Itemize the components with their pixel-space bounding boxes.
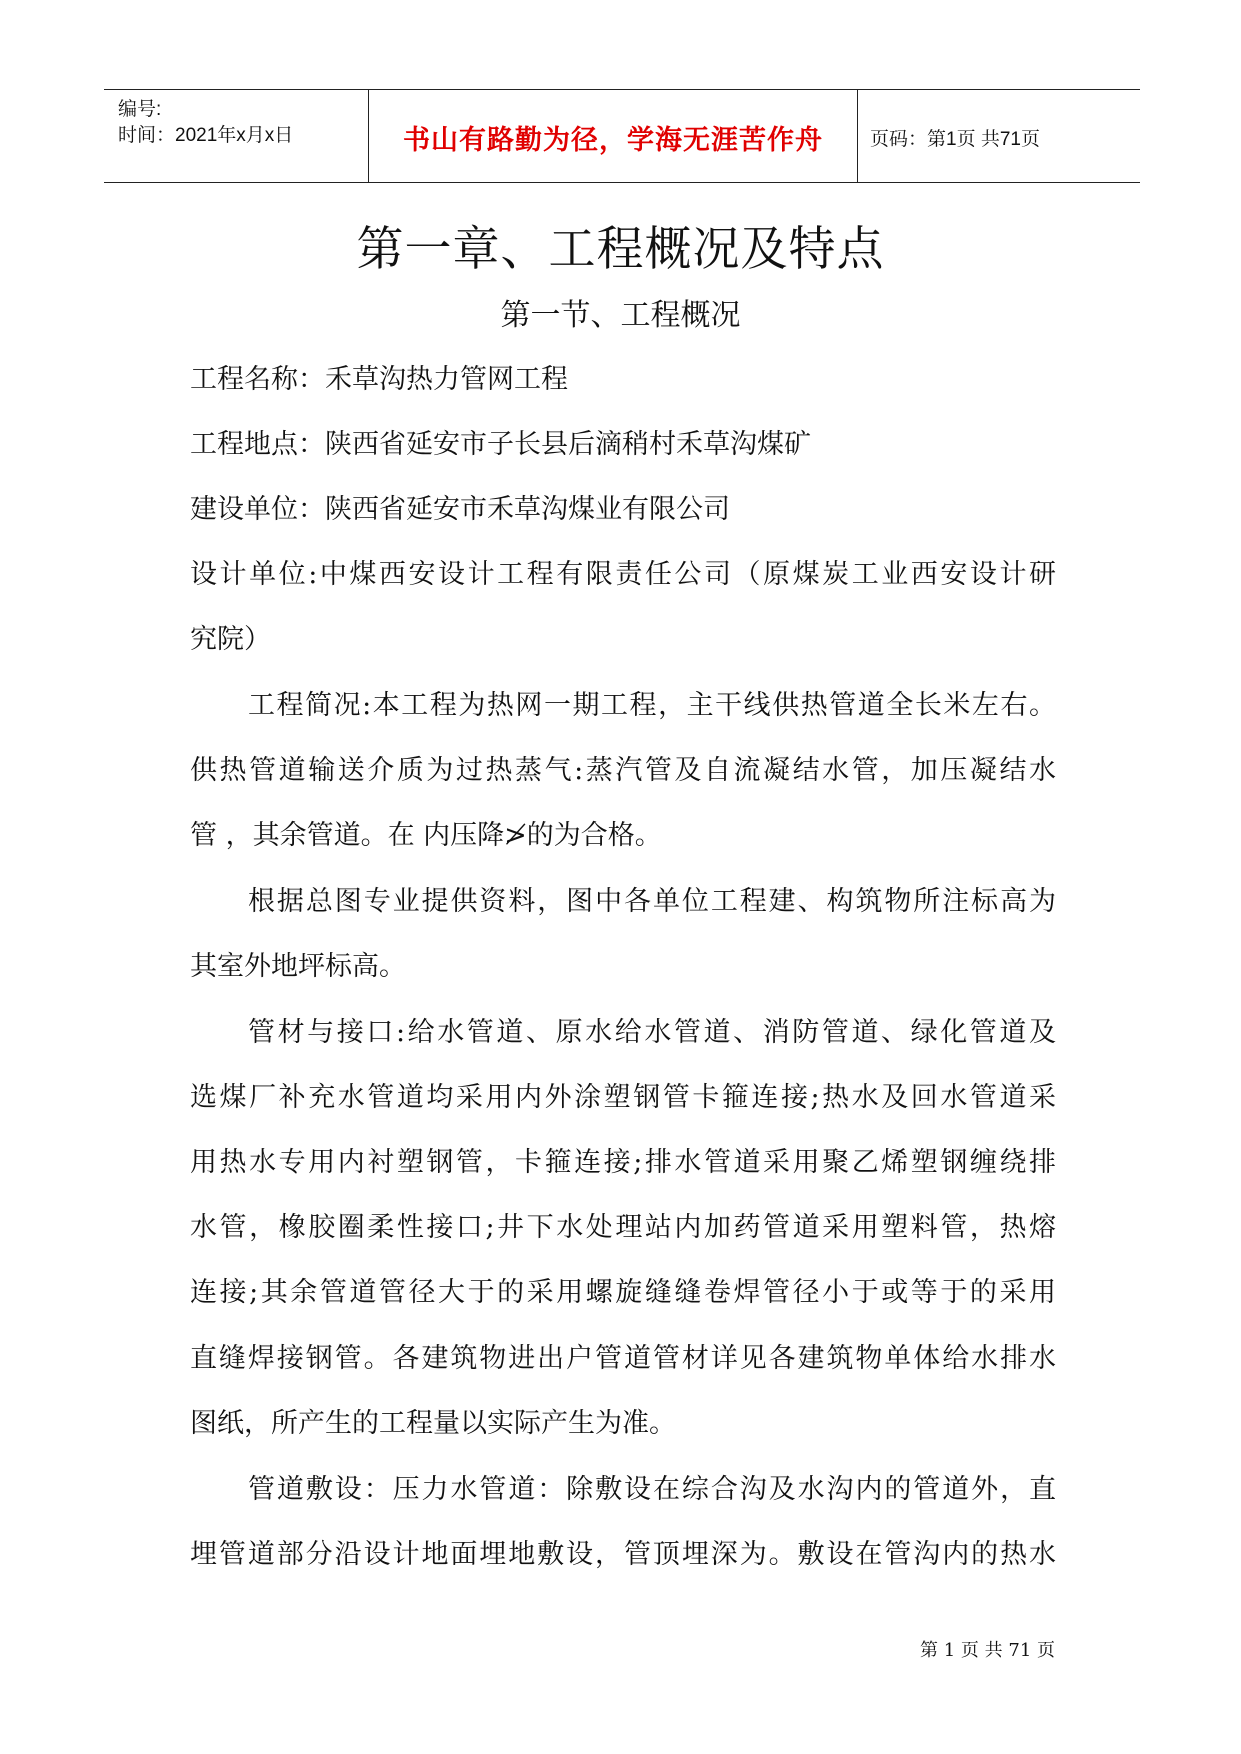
- paragraph-line: 根据总图专业提供资料，图中各单位工程建、构筑物所注标高为: [248, 886, 1056, 917]
- project-location: 工程地点：陕西省延安市子长县后滴稍村禾草沟煤矿: [190, 429, 811, 460]
- page-header: [104, 89, 1140, 183]
- document-time-label: 时间：2021年x月x日: [118, 125, 294, 146]
- page-footer: 第 1 页 共 71 页: [920, 1640, 1055, 1661]
- chapter-title: 第一章、工程概况及特点: [356, 222, 885, 277]
- paragraph-line: 水管，橡胶圈柔性接口;井下水处理站内加药管道采用塑料管，热熔: [190, 1212, 1056, 1243]
- section-title: 第一节、工程概况: [500, 298, 741, 333]
- header-left-cell: [104, 90, 368, 182]
- paragraph-line: 管材与接口:给水管道、原水给水管道、消防管道、绿化管道及: [248, 1017, 1056, 1048]
- project-name: 工程名称：禾草沟热力管网工程: [190, 364, 568, 395]
- paragraph-line: 供热管道输送介质为过热蒸气:蒸汽管及自流凝结水管，加压凝结水: [190, 755, 1056, 786]
- paragraph-line: 直缝焊接钢管。各建筑物进出户管道管材详见各建筑物单体给水排水: [190, 1343, 1056, 1374]
- paragraph-line: 管 ，其余管道。在 内压降≯的为合格。: [190, 820, 662, 851]
- paragraph-line: 埋管道部分沿设计地面埋地敷设，管顶埋深为。敷设在管沟内的热水: [190, 1539, 1056, 1570]
- paragraph-line: 连接;其余管道管径大于的采用螺旋缝缝卷焊管径小于或等于的采用: [190, 1277, 1056, 1308]
- header-motto: 书山有路勤为径，学海无涯苦作舟: [403, 125, 823, 156]
- header-motto-cell: [368, 90, 858, 182]
- header-page-info: 页码：第1页 共71页: [870, 129, 1040, 150]
- paragraph-line: 选煤厂补充水管道均采用内外涂塑钢管卡箍连接;热水及回水管道采: [190, 1082, 1056, 1113]
- document-number-label: 编号:: [118, 99, 162, 120]
- paragraph-line: 图纸，所产生的工程量以实际产生为准。: [190, 1408, 676, 1439]
- construction-unit: 建设单位：陕西省延安市禾草沟煤业有限公司: [190, 494, 730, 525]
- design-unit-line: 究院）: [190, 624, 271, 655]
- paragraph-line: 管道敷设：压力水管道：除敷设在综合沟及水沟内的管道外，直: [248, 1474, 1056, 1505]
- paragraph-line: 其室外地坪标高。: [190, 951, 406, 982]
- paragraph-line: 用热水专用内衬塑钢管，卡箍连接;排水管道采用聚乙烯塑钢缠绕排: [190, 1147, 1056, 1178]
- paragraph-line: 工程简况:本工程为热网一期工程，主干线供热管道全长米左右。: [248, 690, 1056, 721]
- design-unit-line: 设计单位:中煤西安设计工程有限责任公司（原煤炭工业西安设计研: [190, 559, 1056, 590]
- header-right-cell: [858, 90, 1140, 182]
